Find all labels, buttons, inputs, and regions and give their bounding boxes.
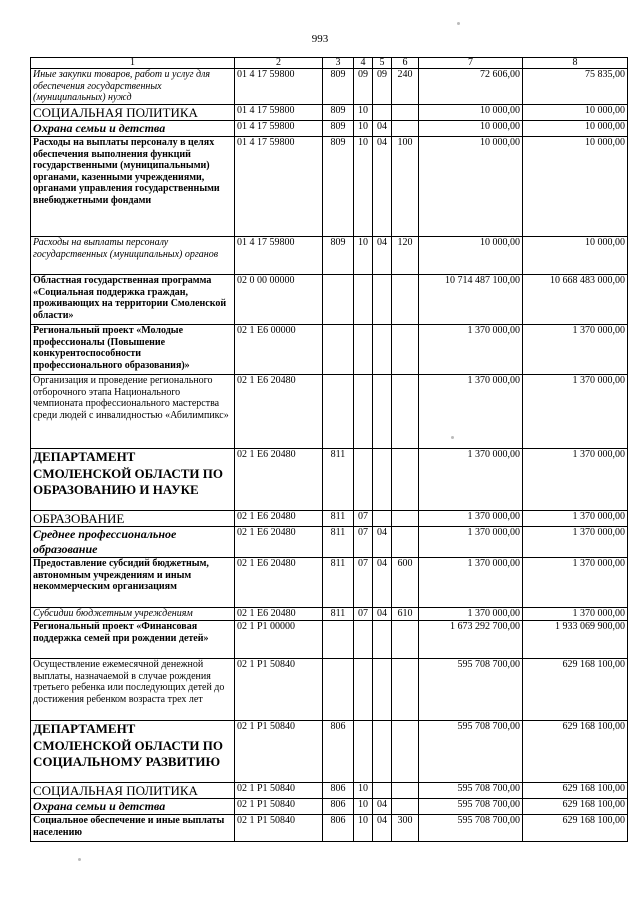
- row-name-cell: СОЦИАЛЬНАЯ ПОЛИТИКА: [31, 783, 235, 799]
- target-article-cell: 02 1 Е6 20480: [235, 511, 323, 527]
- table-row: [31, 621, 628, 659]
- section-cell: 07: [354, 511, 373, 527]
- amount-year-2-cell: 1 370 000,00: [523, 375, 628, 449]
- amount-year-1-cell: 595 708 700,00: [419, 659, 523, 721]
- target-article-cell: 02 1 Е6 20480: [235, 558, 323, 608]
- table-row: [31, 799, 628, 815]
- amount-year-2-cell: 1 370 000,00: [523, 325, 628, 375]
- section-cell: 10: [354, 783, 373, 799]
- table-row: [31, 558, 628, 608]
- subsection-cell: 04: [373, 608, 392, 621]
- section-cell: [354, 659, 373, 721]
- amount-year-2-cell: 629 168 100,00: [523, 659, 628, 721]
- row-name-cell: Расходы на выплаты персоналу государственных (муниципальных) органов: [31, 237, 235, 275]
- target-article-cell: 02 1 Е6 20480: [235, 449, 323, 511]
- subsection-cell: [373, 449, 392, 511]
- row-name-cell: Расходы на выплаты персоналу в целях обеспечения выполнения функций государственными (муниципальными) органами, казенными учреждениями, органами управления государственными внебюджетными фондами: [31, 137, 235, 237]
- section-cell: 07: [354, 558, 373, 608]
- pencil-mark: [78, 858, 81, 861]
- row-name-cell: ДЕПАРТАМЕНТ СМОЛЕНСКОЙ ОБЛАСТИ ПО СОЦИАЛЬНОМУ РАЗВИТИЮ: [31, 721, 235, 783]
- amount-year-1-cell: 595 708 700,00: [419, 721, 523, 783]
- amount-year-1-cell: 10 000,00: [419, 105, 523, 121]
- main-manager-cell: 806: [323, 721, 354, 783]
- subsection-cell: [373, 659, 392, 721]
- subsection-cell: 04: [373, 137, 392, 237]
- main-manager-cell: [323, 375, 354, 449]
- table-row: [31, 105, 628, 121]
- expense-type-cell: [392, 659, 419, 721]
- amount-year-2-cell: 1 370 000,00: [523, 608, 628, 621]
- amount-year-1-cell: 1 673 292 700,00: [419, 621, 523, 659]
- expense-type-cell: [392, 511, 419, 527]
- subsection-cell: 04: [373, 558, 392, 608]
- amount-year-2-cell: 10 668 483 000,00: [523, 275, 628, 325]
- header-col-6: 6: [392, 58, 419, 69]
- row-name-cell: Иные закупки товаров, работ и услуг для обеспечения государственных (муниципальных) нужд: [31, 69, 235, 105]
- subsection-cell: [373, 721, 392, 783]
- section-cell: [354, 449, 373, 511]
- target-article-cell: 02 0 00 00000: [235, 275, 323, 325]
- target-article-cell: 02 1 Р1 50840: [235, 783, 323, 799]
- expense-type-cell: 100: [392, 137, 419, 237]
- main-manager-cell: 811: [323, 527, 354, 558]
- row-name-cell: Осуществление ежемесячной денежной выплаты, назначаемой в случае рождения третьего ребенка или последующих детей до достижения ребенком возраста трех лет: [31, 659, 235, 721]
- expense-type-cell: [392, 527, 419, 558]
- subsection-cell: 04: [373, 799, 392, 815]
- table-row: [31, 511, 628, 527]
- expense-type-cell: [392, 621, 419, 659]
- header-col-5: 5: [373, 58, 392, 69]
- row-name-cell: Социальное обеспечение и иные выплаты населению: [31, 815, 235, 842]
- section-cell: 09: [354, 69, 373, 105]
- row-name-cell: Организация и проведение регионального отборочного этапа Национального чемпионата профессионального мастерства среди людей с инвалидностью «Абилимпикс»: [31, 375, 235, 449]
- table-row: [31, 69, 628, 105]
- amount-year-1-cell: 10 000,00: [419, 121, 523, 137]
- section-cell: [354, 375, 373, 449]
- target-article-cell: 02 1 Р1 50840: [235, 799, 323, 815]
- amount-year-2-cell: 10 000,00: [523, 121, 628, 137]
- main-manager-cell: 809: [323, 69, 354, 105]
- section-cell: [354, 721, 373, 783]
- row-name-cell: Областная государственная программа «Социальная поддержка граждан, проживающих на территории Смоленской области»: [31, 275, 235, 325]
- table-row: [31, 659, 628, 721]
- expense-type-cell: [392, 721, 419, 783]
- expense-type-cell: 300: [392, 815, 419, 842]
- subsection-cell: [373, 375, 392, 449]
- section-cell: 10: [354, 799, 373, 815]
- subsection-cell: [373, 621, 392, 659]
- row-name-cell: ДЕПАРТАМЕНТ СМОЛЕНСКОЙ ОБЛАСТИ ПО ОБРАЗОВАНИЮ И НАУКЕ: [31, 449, 235, 511]
- row-name-cell: Предоставление субсидий бюджетным, автономным учреждениям и иным некоммерческим организациям: [31, 558, 235, 608]
- subsection-cell: 04: [373, 237, 392, 275]
- main-manager-cell: [323, 275, 354, 325]
- expense-type-cell: [392, 799, 419, 815]
- table-row: [31, 237, 628, 275]
- amount-year-1-cell: 10 000,00: [419, 137, 523, 237]
- main-manager-cell: 809: [323, 137, 354, 237]
- target-article-cell: 01 4 17 59800: [235, 237, 323, 275]
- amount-year-2-cell: 629 168 100,00: [523, 783, 628, 799]
- main-manager-cell: 809: [323, 237, 354, 275]
- main-manager-cell: [323, 325, 354, 375]
- table-row: [31, 137, 628, 237]
- header-col-3: 3: [323, 58, 354, 69]
- main-manager-cell: 811: [323, 511, 354, 527]
- section-cell: 10: [354, 105, 373, 121]
- subsection-cell: 09: [373, 69, 392, 105]
- target-article-cell: 02 1 Е6 20480: [235, 608, 323, 621]
- subsection-cell: [373, 275, 392, 325]
- target-article-cell: 02 1 Р1 00000: [235, 621, 323, 659]
- expense-type-cell: [392, 375, 419, 449]
- amount-year-2-cell: 1 933 069 900,00: [523, 621, 628, 659]
- main-manager-cell: 811: [323, 608, 354, 621]
- main-manager-cell: 809: [323, 121, 354, 137]
- amount-year-2-cell: 1 370 000,00: [523, 558, 628, 608]
- header-col-8: 8: [523, 58, 628, 69]
- main-manager-cell: 806: [323, 783, 354, 799]
- target-article-cell: 02 1 Р1 50840: [235, 815, 323, 842]
- page-number: 993: [311, 33, 329, 45]
- expense-type-cell: 120: [392, 237, 419, 275]
- subsection-cell: 04: [373, 527, 392, 558]
- main-manager-cell: 809: [323, 105, 354, 121]
- target-article-cell: 02 1 Р1 50840: [235, 721, 323, 783]
- section-cell: [354, 275, 373, 325]
- target-article-cell: 01 4 17 59800: [235, 121, 323, 137]
- table-row: [31, 275, 628, 325]
- amount-year-1-cell: 1 370 000,00: [419, 449, 523, 511]
- subsection-cell: [373, 511, 392, 527]
- table-row: [31, 783, 628, 799]
- amount-year-2-cell: 1 370 000,00: [523, 511, 628, 527]
- main-manager-cell: [323, 621, 354, 659]
- section-cell: 07: [354, 608, 373, 621]
- table-row: [31, 608, 628, 621]
- main-manager-cell: 806: [323, 815, 354, 842]
- expense-type-cell: [392, 121, 419, 137]
- section-cell: 07: [354, 527, 373, 558]
- expense-type-cell: [392, 105, 419, 121]
- row-name-cell: Региональный проект «Молодые профессионалы (Повышение конкурентоспособности профессионального образования)»: [31, 325, 235, 375]
- amount-year-1-cell: 1 370 000,00: [419, 527, 523, 558]
- expense-type-cell: [392, 325, 419, 375]
- main-manager-cell: 806: [323, 799, 354, 815]
- table-row: [31, 375, 628, 449]
- header-row: [31, 58, 628, 69]
- target-article-cell: 01 4 17 59800: [235, 105, 323, 121]
- target-article-cell: 01 4 17 59800: [235, 69, 323, 105]
- row-name-cell: СОЦИАЛЬНАЯ ПОЛИТИКА: [31, 105, 235, 121]
- target-article-cell: 02 1 Р1 50840: [235, 659, 323, 721]
- expense-type-cell: 240: [392, 69, 419, 105]
- amount-year-2-cell: 10 000,00: [523, 105, 628, 121]
- amount-year-1-cell: 595 708 700,00: [419, 799, 523, 815]
- section-cell: 10: [354, 121, 373, 137]
- table-row: [31, 721, 628, 783]
- header-col-1: 1: [31, 58, 235, 69]
- amount-year-1-cell: 10 000,00: [419, 237, 523, 275]
- row-name-cell: ОБРАЗОВАНИЕ: [31, 511, 235, 527]
- budget-table: [30, 57, 628, 842]
- pencil-mark: [451, 436, 454, 439]
- row-name-cell: Среднее профессиональное образование: [31, 527, 235, 558]
- target-article-cell: 02 1 Е6 20480: [235, 375, 323, 449]
- expense-type-cell: 600: [392, 558, 419, 608]
- amount-year-1-cell: 72 606,00: [419, 69, 523, 105]
- table-row: [31, 325, 628, 375]
- amount-year-2-cell: 75 835,00: [523, 69, 628, 105]
- amount-year-1-cell: 595 708 700,00: [419, 783, 523, 799]
- target-article-cell: 01 4 17 59800: [235, 137, 323, 237]
- amount-year-2-cell: 629 168 100,00: [523, 799, 628, 815]
- main-manager-cell: 811: [323, 558, 354, 608]
- table-row: [31, 449, 628, 511]
- subsection-cell: [373, 325, 392, 375]
- section-cell: 10: [354, 237, 373, 275]
- row-name-cell: Субсидии бюджетным учреждениям: [31, 608, 235, 621]
- amount-year-1-cell: 1 370 000,00: [419, 375, 523, 449]
- header-col-7: 7: [419, 58, 523, 69]
- subsection-cell: [373, 783, 392, 799]
- amount-year-1-cell: 1 370 000,00: [419, 558, 523, 608]
- target-article-cell: 02 1 Е6 00000: [235, 325, 323, 375]
- amount-year-2-cell: 1 370 000,00: [523, 449, 628, 511]
- target-article-cell: 02 1 Е6 20480: [235, 527, 323, 558]
- expense-type-cell: [392, 449, 419, 511]
- amount-year-1-cell: 595 708 700,00: [419, 815, 523, 842]
- amount-year-1-cell: 1 370 000,00: [419, 608, 523, 621]
- pencil-mark: [457, 22, 460, 25]
- row-name-cell: Охрана семьи и детства: [31, 121, 235, 137]
- subsection-cell: 04: [373, 121, 392, 137]
- table-body: [31, 69, 628, 842]
- table-row: [31, 121, 628, 137]
- table-row: [31, 815, 628, 842]
- section-cell: 10: [354, 815, 373, 842]
- main-manager-cell: 811: [323, 449, 354, 511]
- amount-year-2-cell: 10 000,00: [523, 237, 628, 275]
- subsection-cell: [373, 105, 392, 121]
- expense-type-cell: [392, 783, 419, 799]
- table-row: [31, 527, 628, 558]
- section-cell: 10: [354, 137, 373, 237]
- expense-type-cell: 610: [392, 608, 419, 621]
- row-name-cell: Региональный проект «Финансовая поддержка семей при рождении детей»: [31, 621, 235, 659]
- amount-year-2-cell: 10 000,00: [523, 137, 628, 237]
- amount-year-2-cell: 629 168 100,00: [523, 721, 628, 783]
- amount-year-2-cell: 629 168 100,00: [523, 815, 628, 842]
- header-col-2: 2: [235, 58, 323, 69]
- amount-year-1-cell: 10 714 487 100,00: [419, 275, 523, 325]
- section-cell: [354, 325, 373, 375]
- header-col-4: 4: [354, 58, 373, 69]
- amount-year-1-cell: 1 370 000,00: [419, 511, 523, 527]
- section-cell: [354, 621, 373, 659]
- row-name-cell: Охрана семьи и детства: [31, 799, 235, 815]
- amount-year-1-cell: 1 370 000,00: [419, 325, 523, 375]
- amount-year-2-cell: 1 370 000,00: [523, 527, 628, 558]
- expense-type-cell: [392, 275, 419, 325]
- main-manager-cell: [323, 659, 354, 721]
- subsection-cell: 04: [373, 815, 392, 842]
